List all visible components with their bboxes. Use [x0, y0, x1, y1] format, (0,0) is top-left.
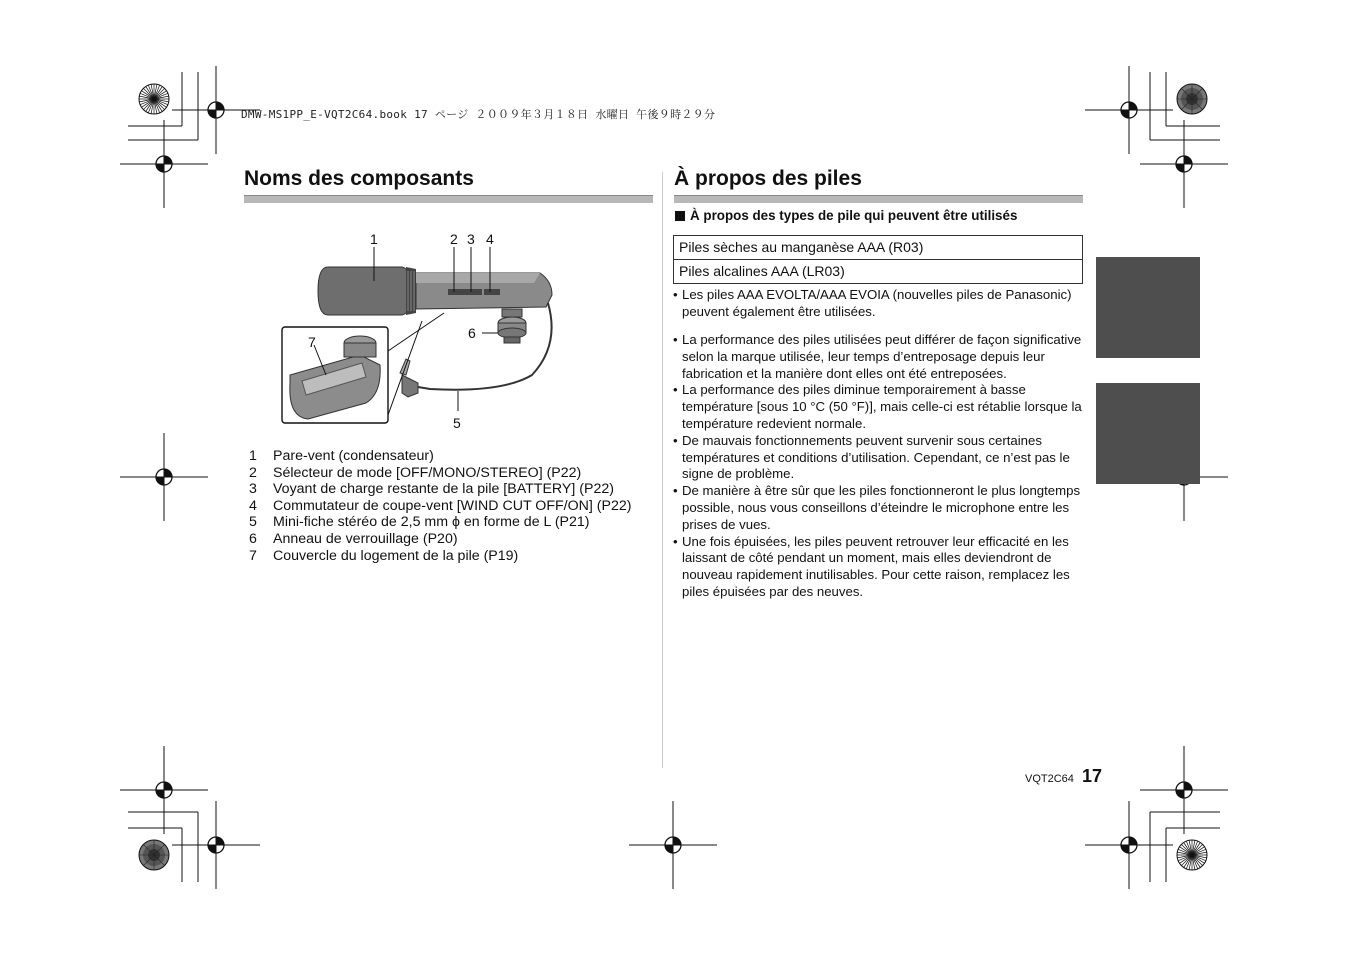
callout-5: 5 [453, 415, 461, 431]
column-divider [662, 172, 663, 768]
battery-type-table [673, 235, 1083, 284]
subheading: À propos des types de pile qui peuvent être utilisés [675, 208, 1017, 223]
list-item: • Les piles AAA EVOLTA/AAA EVOIA (nouvelles piles de Panasonic) peuvent également être utilisées. [673, 287, 1072, 319]
list-item: • La performance des piles diminue temporairement à basse température [sous 10 °C (50 °F)], mais celle-ci est rétablie lorsque la température redevient normale. [673, 382, 1082, 431]
callout-2: 2 [450, 231, 458, 247]
callout-3: 3 [467, 231, 475, 247]
table-row [674, 260, 1083, 284]
title-rule [674, 196, 1083, 203]
battery-bullets [673, 332, 1083, 601]
title-rule [244, 196, 653, 203]
note-bullet [673, 287, 1083, 321]
table-cell: Piles alcalines AAA (LR03) [674, 260, 1083, 284]
print-header: DMW-MS1PP_E-VQT2C64.book 17 ページ ２００９年３月１８日 水曜日 午後９時２９分 [241, 108, 716, 121]
list-item: 4 Commutateur de coupe-vent [WIND CUT OFF/ON] (P22) [249, 497, 632, 514]
section-title-batteries: À propos des piles [674, 167, 862, 190]
callout-6: 6 [468, 325, 476, 341]
parts-list [249, 448, 631, 564]
callout-7: 7 [308, 334, 316, 350]
callout-1: 1 [370, 231, 378, 247]
section-title-components: Noms des composants [244, 167, 474, 190]
side-tab [1096, 383, 1200, 484]
callout-4: 4 [486, 231, 494, 247]
list-item: 7 Couvercle du logement de la pile (P19) [249, 547, 519, 564]
list-item: • De manière à être sûr que les piles fonctionneront le plus longtemps possible, nous vous conseillons d’éteindre le microphone entre les prises de vues. [673, 483, 1081, 532]
page-number: 17 [1082, 766, 1103, 786]
table-row [674, 236, 1083, 260]
list-item: 1 Pare-vent (condensateur) [249, 448, 434, 464]
list-item: • De mauvais fonctionnements peuvent survenir sous certaines températures et conditions d’utilisation. Cependant, ce n’est pas le signe de problème. [673, 432, 1070, 482]
list-item: 5 Mini-fiche stéréo de 2,5 mm ϕ en forme de L (P21) [249, 514, 590, 531]
cable [418, 303, 552, 390]
square-bullet-icon [675, 211, 685, 221]
list-item: • Une fois épuisées, les piles peuvent retrouver leur efficacité en les laissant de côté pendant un moment, mais elles deviendront de nouveau rapidement inutilisables. Pour cette raison, remplacez les piles épuisées par des neuves. [673, 533, 1070, 599]
list-item: 3 Voyant de charge restante de la pile [BATTERY] (P22) [249, 481, 614, 498]
document-code: VQT2C64 [1025, 773, 1074, 785]
l-plug [402, 375, 418, 397]
side-tab [1096, 257, 1200, 358]
list-item: • La performance des piles utilisées peut différer de façon significative selon la marque utilisée, leur temps d’entreposage depuis leur fabrication et la manière dont elles ont été entreposées. [673, 332, 1082, 381]
table-cell: Piles sèches au manganèse AAA (R03) [674, 236, 1083, 260]
list-item: 6 Anneau de verrouillage (P20) [249, 530, 458, 547]
windscreen-shape [318, 267, 412, 315]
list-item: 2 Sélecteur de mode [OFF/MONO/STEREO] (P22) [249, 464, 582, 481]
microphone-illustration [270, 225, 570, 435]
